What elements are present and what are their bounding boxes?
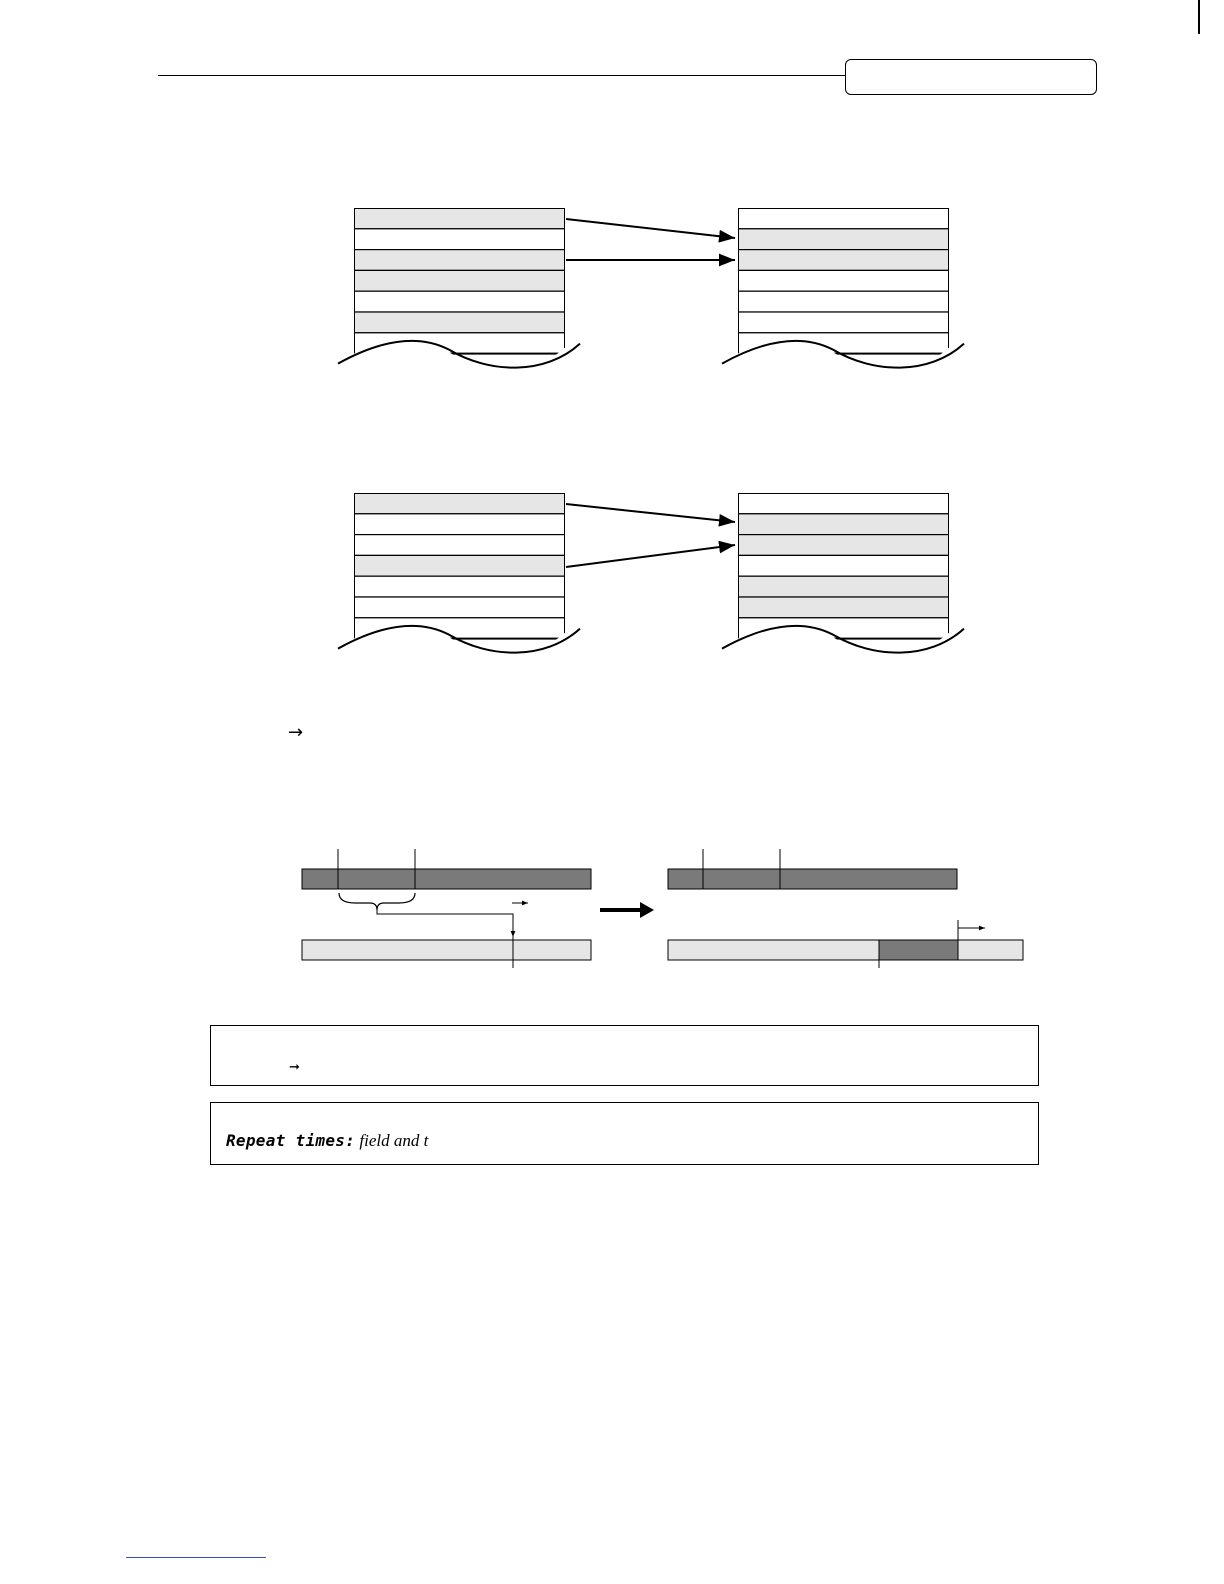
track-row bbox=[738, 250, 949, 271]
track-row bbox=[354, 312, 565, 333]
track-row bbox=[738, 208, 949, 229]
pasted-region bbox=[879, 940, 958, 960]
source-bar bbox=[302, 869, 591, 889]
track-row bbox=[354, 514, 565, 535]
result-arrow-head bbox=[640, 902, 654, 918]
diagram-copy-rows-2 bbox=[338, 493, 964, 653]
track-row bbox=[354, 535, 565, 556]
track-row bbox=[738, 514, 949, 535]
track-row bbox=[354, 597, 565, 618]
track-row bbox=[354, 270, 565, 291]
track-row bbox=[738, 312, 949, 333]
copy-arrow bbox=[566, 545, 735, 567]
note-body-text: field and t bbox=[359, 1131, 429, 1150]
source-track-list bbox=[338, 493, 580, 653]
lcd-parameter-label: Repeat times: bbox=[226, 1131, 356, 1150]
source-track-list bbox=[338, 208, 580, 368]
paste-arrow bbox=[377, 910, 513, 937]
track-row bbox=[738, 576, 949, 597]
track-row bbox=[738, 493, 949, 514]
track-row bbox=[354, 229, 565, 250]
footer-link-underline[interactable] bbox=[126, 1557, 266, 1558]
destination-bar-after bbox=[668, 940, 1023, 960]
note-box bbox=[210, 1025, 1039, 1086]
source-bar-after bbox=[668, 869, 957, 889]
destination-track-list bbox=[722, 493, 964, 653]
copy-arrow bbox=[566, 504, 735, 522]
track-row bbox=[738, 270, 949, 291]
destination-bar bbox=[302, 940, 591, 960]
note-arrow-symbol: ➞ bbox=[289, 1060, 300, 1075]
track-row bbox=[738, 597, 949, 618]
diagram-copy-region bbox=[302, 849, 1023, 968]
track-row bbox=[738, 555, 949, 576]
note-text bbox=[226, 1131, 428, 1151]
track-row bbox=[354, 555, 565, 576]
track-row bbox=[738, 229, 949, 250]
track-row bbox=[354, 576, 565, 597]
copy-arrow bbox=[566, 219, 735, 238]
inline-arrow-symbol: → bbox=[288, 722, 304, 743]
diagram-copy-rows-1 bbox=[338, 208, 964, 368]
track-row bbox=[354, 493, 565, 514]
track-row bbox=[354, 291, 565, 312]
track-row bbox=[738, 291, 949, 312]
region-brace bbox=[339, 893, 415, 910]
destination-track-list bbox=[722, 208, 964, 368]
track-row bbox=[738, 535, 949, 556]
track-row bbox=[354, 208, 565, 229]
track-row bbox=[354, 250, 565, 271]
